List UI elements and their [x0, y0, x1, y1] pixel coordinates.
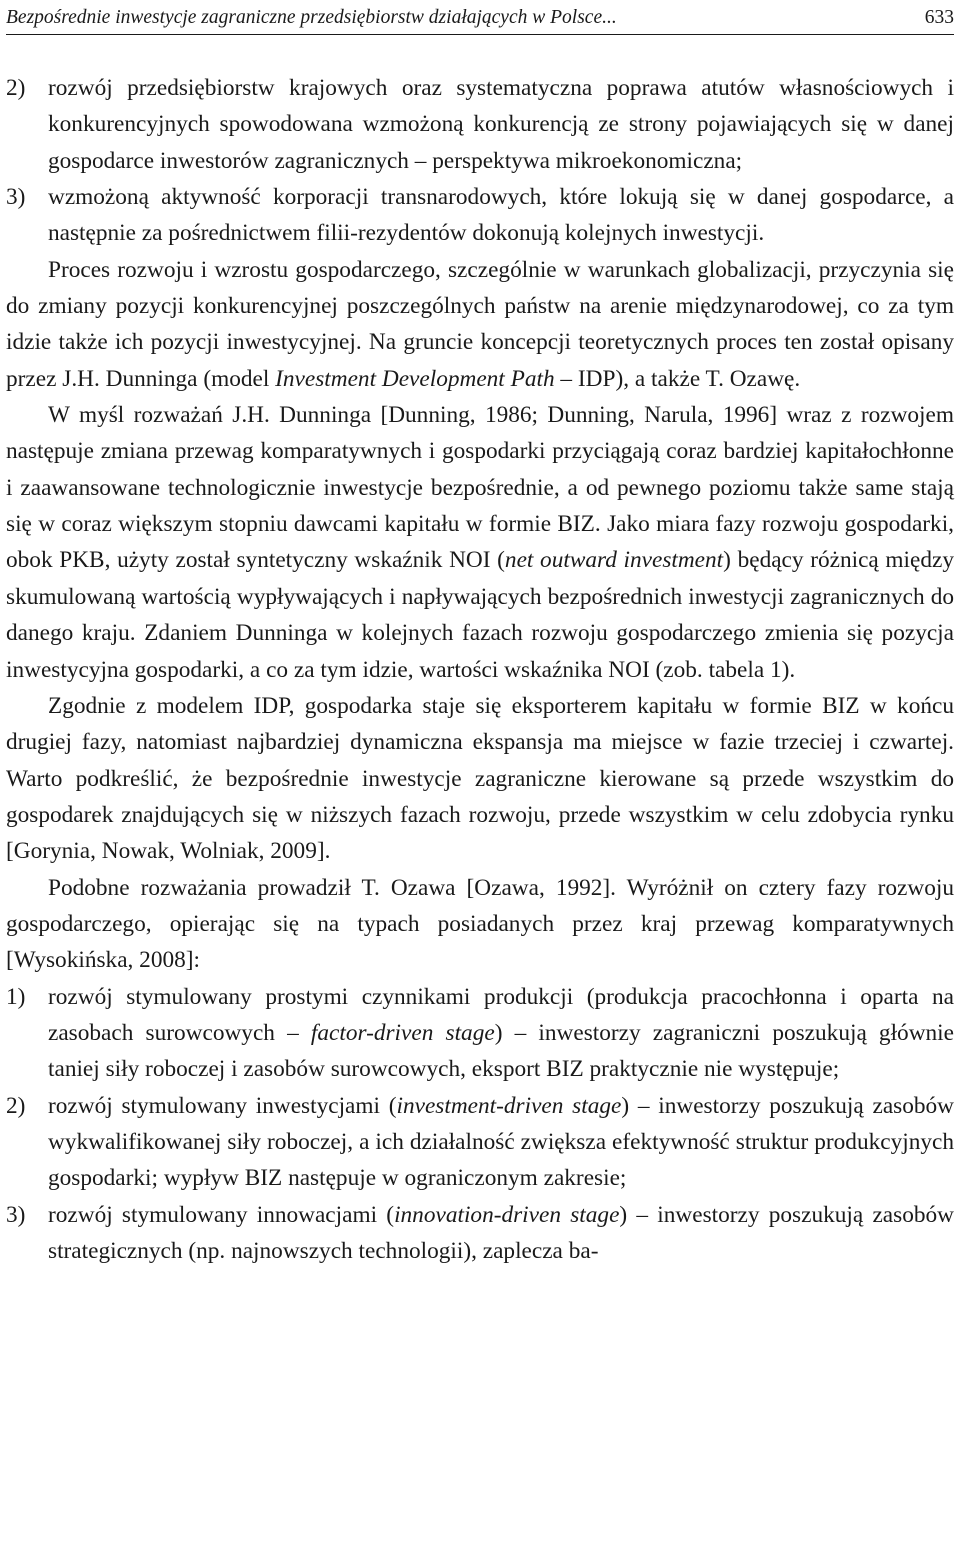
list-number: 3)	[6, 1201, 26, 1228]
list-item	[6, 70, 954, 179]
list-item-text-part: ) – inwestorzy poszukują zasobów strategicznych (np. najnowszych technologii), zaplecza ba-	[48, 1201, 954, 1264]
paragraph-text: Proces rozwoju i wzrostu gospodarczego, szczególnie w warunkach globalizacji, przyczynia się do zmiany pozycji konkurencyjnej poszczególnych państw na arenie międzynarodowej, co za tym idzie także ich pozycji inwestycyjnej. Na gruncie koncepcji teoretycznych proces ten został opisany przez J.H. Dunninga (model	[6, 256, 954, 392]
list-number: 3)	[6, 184, 26, 211]
list-item-text	[48, 1197, 954, 1270]
list-item-text: wzmożoną aktywność korporacji transnarodowych, które lokują się w danej gospodarce, a następnie za pośrednictwem filii-rezydentów dokonują kolejnych inwestycji.	[48, 184, 954, 247]
running-header	[6, 4, 954, 32]
list-number: 2)	[6, 75, 26, 101]
italic-term: factor-driven stage	[310, 1019, 495, 1046]
header-rule	[6, 34, 954, 35]
paragraph: Zgodnie z modelem IDP, gospodarka staje się eksporterem kapitału w formie BIZ w końcu drugiej fazy, natomiast najbardziej dynamiczna ekspansja ma miejsce w fazie trzeciej i czwartej. Warto podkreślić, że bezpośrednie inwestycje zagraniczne kierowane są przede wszystkim do gospodarek znajdujących się w niższych fazach rozwoju, przede wszystkim w celu zdobycia rynku [Gorynia, Nowak, Wolniak, 2009].	[6, 692, 954, 865]
list-item-text-part: ) – inwestorzy poszukują zasobów wykwalifikowanej siły roboczej, a ich działalność zwiększa efektywność struktur produkcyjnych gospodarki; wypływ BIZ następuje w ograniczonym zakresie;	[48, 1092, 954, 1192]
paragraph	[6, 252, 954, 397]
paragraph-text: W myśl rozważań J.H. Dunninga [Dunning, 1986; Dunning, Narula, 1996] wraz z rozwojem następuje zmiana przewag komparatywnych i gospodarki przyciągają coraz bardziej kapitałochłonne i zaawansowane technologicznie inwestycje bezpośrednie, a od pewnego poziomu także same stają się w coraz większym stopniu dawcami kapitału w formie BIZ. Jako miara fazy rozwoju gospodarki, obok PKB, użyty został syntetyczny wskaźnik NOI (	[6, 402, 954, 574]
list-number: 1)	[6, 983, 26, 1010]
list-item	[6, 179, 954, 252]
list-item-text-part: rozwój stymulowany inwestycjami (	[48, 1092, 397, 1119]
paragraph-text: ) będący różnicą między skumulowaną wartością wypływających i napływających bezpośrednich inwestycji zagranicznych do danego kraju. Zdaniem Dunninga w kolejnych fazach rozwoju gospodarczego zmienia się pozycja inwestycyjna gospodarki, a co za tym idzie, wartości wskaźnika NOI (zob. tabela 1).	[6, 547, 954, 683]
list-item	[6, 1197, 954, 1270]
running-title: Bezpośrednie inwestycje zagraniczne przedsiębiorstw działających w Polsce...	[6, 7, 617, 28]
list-item-text-part: rozwój stymulowany innowacjami (	[48, 1201, 395, 1228]
list-number: 2)	[6, 1092, 26, 1119]
paragraph	[6, 397, 954, 688]
list-item	[6, 979, 954, 1088]
italic-term: investment-driven stage	[396, 1092, 622, 1119]
page-number: 633	[924, 7, 954, 28]
italic-term: net outward investment	[504, 547, 724, 574]
list-item	[6, 1088, 954, 1197]
list-item-text	[48, 1088, 954, 1197]
paragraph-text: – IDP), a także T. Ozawę.	[554, 365, 801, 392]
paragraph: Podobne rozważania prowadził T. Ozawa [Ozawa, 1992]. Wyróżnił on cztery fazy rozwoju gospodarczego, opierając się na typach posiadanych przez kraj przewag komparatywnych [Wysokińska, 2008]:	[6, 874, 954, 974]
list-item-text-part: rozwój stymulowany prostymi czynnikami produkcji (produkcja pracochłonna i oparta na zasobach surowcowych –	[48, 983, 954, 1046]
italic-term: Investment Development Path	[275, 365, 555, 392]
body-text	[6, 70, 954, 1269]
italic-term: innovation-driven stage	[394, 1201, 620, 1228]
list-item-text-part: ) – inwestorzy zagraniczni poszukują głównie taniej siły roboczej i zasobów surowcowych, eksport BIZ praktycznie nie występuje;	[48, 1019, 954, 1083]
list-item-text: rozwój przedsiębiorstw krajowych oraz systematyczna poprawa atutów własnościowych i konkurencyjnych spowodowana wzmożoną konkurencją ze strony pojawiających się w danej gospodarce inwestorów zagranicznych – perspektywa mikroekonomiczna;	[48, 75, 954, 174]
list-item-text	[48, 979, 954, 1088]
